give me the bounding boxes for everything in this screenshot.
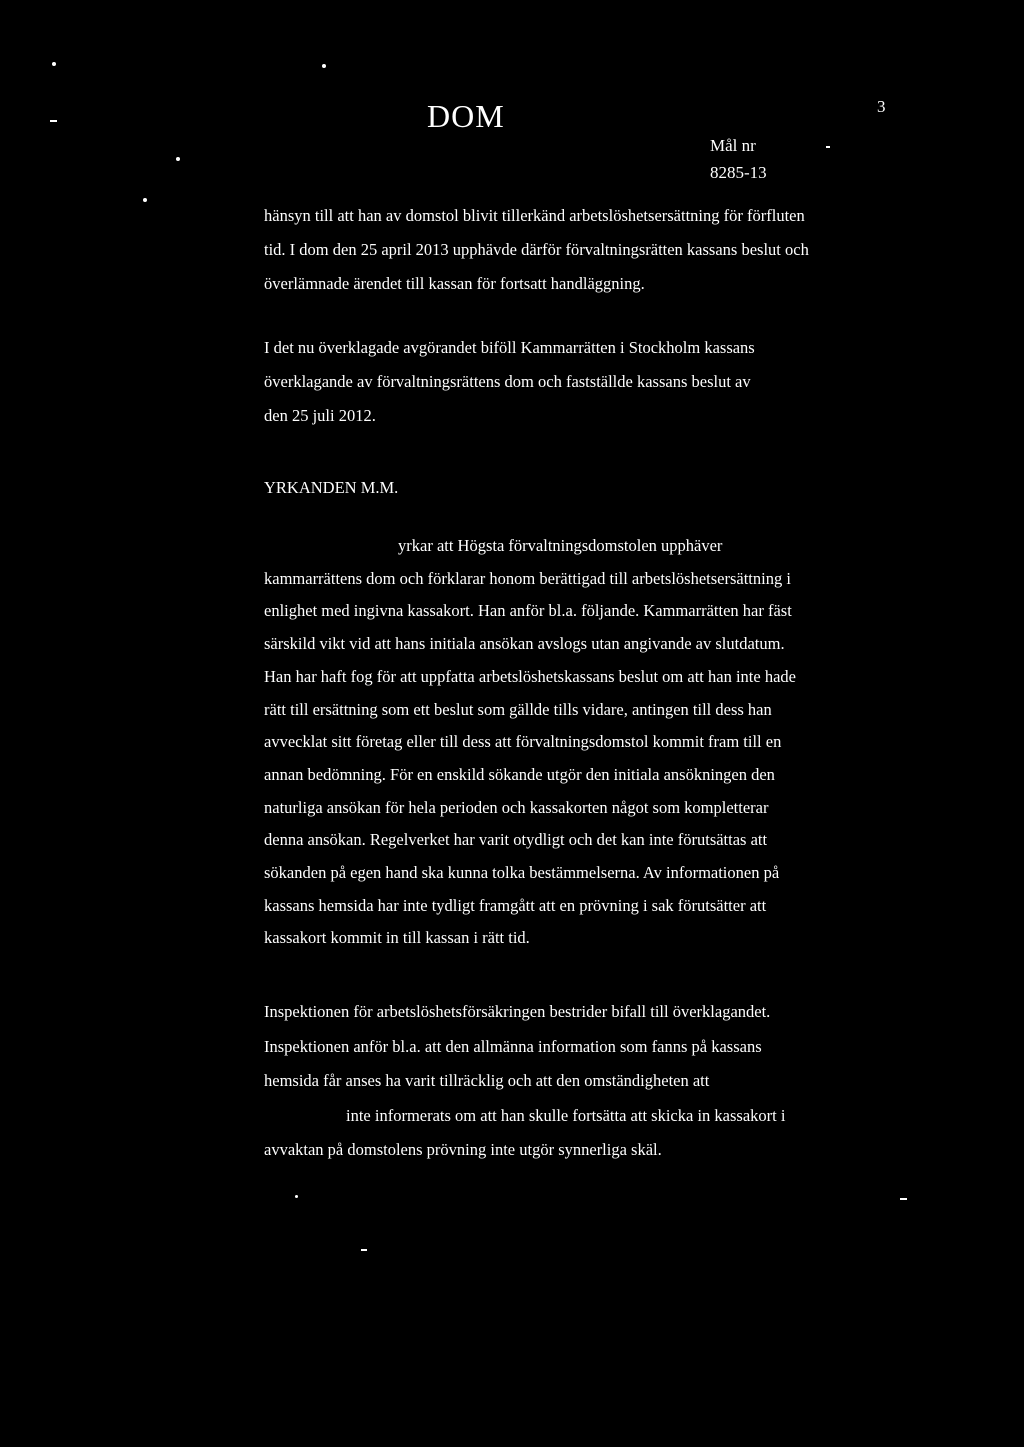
text-line: överklagande av förvaltningsrättens dom och fastställde kassans beslut av — [264, 372, 751, 391]
text-line: kammarrättens dom och förklarar honom berättigad till arbetslöshetsersättning i — [264, 568, 791, 588]
case-number-label: Mål nr — [710, 136, 756, 155]
text-line: särskild vikt vid att hans initiala ansökan avslogs utan angivande av slutdatum. — [264, 634, 785, 654]
text-line: naturliga ansökan för hela perioden och kassakorten något som kompletterar — [264, 797, 769, 817]
text-line: rätt till ersättning som ett beslut som gällde tills vidare, antingen till dess han — [264, 699, 772, 719]
text-line: inte informerats om att han skulle fortsätta att skicka in kassakort i — [346, 1105, 786, 1125]
paragraph-4 — [264, 995, 884, 1168]
text-line: I det nu överklagade avgörandet biföll Kammarrätten i Stockholm kassans — [264, 338, 755, 357]
text-line: annan bedömning. För en enskild sökande utgör den initiala ansökningen den — [264, 764, 775, 784]
text-line: avvaktan på domstolens prövning inte utgör synnerliga skäl. — [264, 1140, 662, 1159]
text-line: denna ansökan. Regelverket har varit otydligt och det kan inte förutsättas att — [264, 830, 768, 850]
paragraph-3 — [264, 530, 884, 955]
scan-speck — [322, 64, 326, 68]
case-number: 8285-13 — [710, 163, 767, 182]
text-line: kassans hemsida har inte tydligt framgått att en prövning i sak förutsätter att — [264, 895, 767, 915]
page-number: 3 — [877, 97, 886, 116]
scan-speck — [52, 62, 56, 66]
text-line: Inspektionen anför bl.a. att den allmänna information som fanns på kassans — [264, 1036, 762, 1056]
scan-speck — [143, 198, 147, 202]
text-line: avvecklat sitt företag eller till dess att förvaltningsdomstol kommit fram till en — [264, 732, 782, 752]
text-line: hänsyn till att han av domstol blivit tillerkänd arbetslöshetsersättning för förfluten — [264, 206, 805, 225]
scan-speck — [50, 120, 57, 122]
text-line: Han har haft fog för att uppfatta arbetslöshetskassans beslut om att han inte hade — [264, 666, 796, 686]
text-line: hemsida får anses ha varit tillräcklig och att den omständigheten att — [264, 1071, 710, 1090]
text-line: kassakort kommit in till kassan i rätt tid. — [264, 928, 530, 948]
text-line: den 25 juli 2012. — [264, 406, 376, 425]
text-line: Inspektionen för arbetslöshetsförsäkringen bestrider bifall till överklagandet. — [264, 1002, 771, 1021]
text-line: enlighet med ingivna kassakort. Han anför bl.a. följande. Kammarrätten har fäst — [264, 601, 792, 621]
scan-speck — [361, 1249, 367, 1251]
scan-speck — [826, 146, 830, 148]
text-line: sökanden på egen hand ska kunna tolka bestämmelserna. Av informationen på — [264, 863, 780, 883]
text-line: överlämnade ärendet till kassan för fortsatt handläggning. — [264, 274, 645, 293]
text-line: tid. I dom den 25 april 2013 upphävde därför förvaltningsrätten kassans beslut och — [264, 240, 809, 259]
scan-speck — [176, 157, 180, 161]
scan-speck — [900, 1198, 907, 1200]
document-title: DOM — [427, 98, 505, 134]
text-line: yrkar att Högsta förvaltningsdomstolen upphäver — [398, 536, 723, 555]
paragraph-1 — [264, 199, 884, 301]
paragraph-2 — [264, 331, 884, 433]
scan-speck — [295, 1195, 298, 1198]
section-heading: YRKANDEN M.M. — [264, 478, 399, 497]
